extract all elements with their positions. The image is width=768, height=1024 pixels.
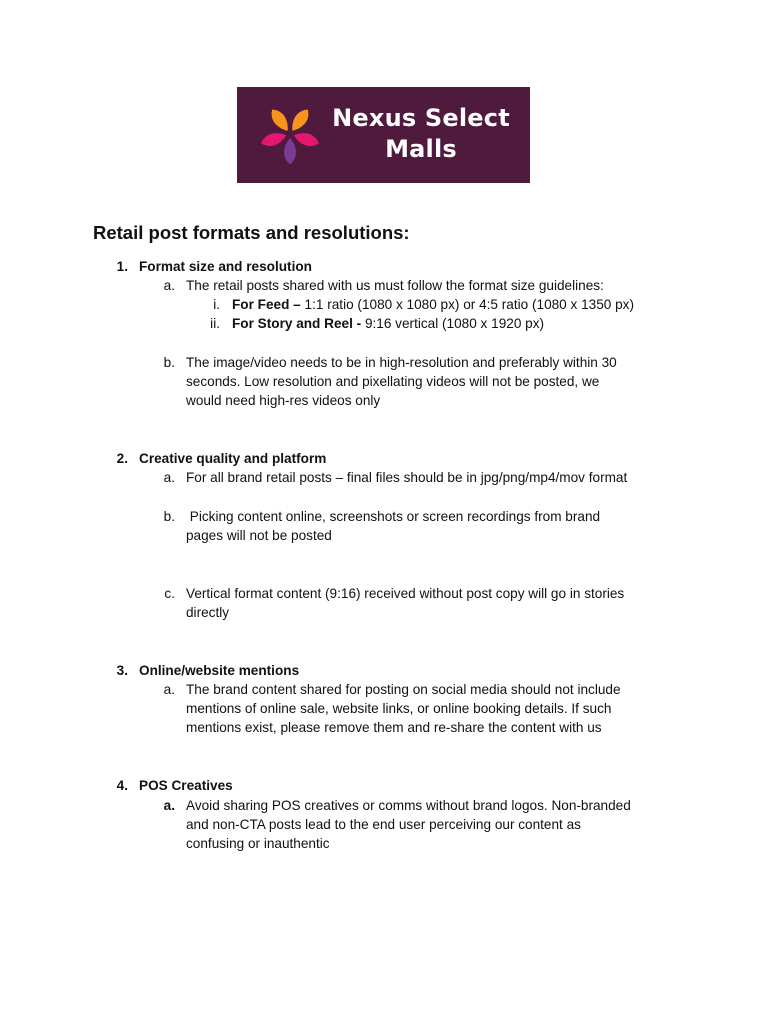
section-4-number: 4.: [116, 778, 128, 793]
brand-name-line-1: Nexus Select: [332, 104, 510, 132]
subitem-ii-text: 9:16 vertical (1080 x 1920 px): [361, 316, 545, 331]
petal-bottom-right-icon: [292, 130, 321, 150]
section-2-item-b-line-2: pages will not be posted: [186, 528, 332, 543]
section-2-item-c-line-1: Vertical format content (9:16) received without post copy will go in stories: [186, 586, 625, 601]
section-3-item-a-line-1: The brand content shared for posting on social media should not include: [186, 682, 621, 697]
section-3-item-a-marker: a.: [163, 682, 175, 697]
section-1-subitem-i: [232, 295, 634, 314]
section-2-item-b-line-1: Picking content online, screenshots or screen recordings from brand: [186, 509, 601, 524]
section-4-item-a-line-3: confusing or inauthentic: [186, 836, 330, 851]
petal-top-right-icon: [267, 106, 292, 134]
section-1-heading: Format size and resolution: [139, 259, 312, 274]
section-4-item-a-line-2: and non-CTA posts lead to the end user perceiving our content as: [186, 817, 581, 832]
section-3-item-a-line-2: mentions of online sale, website links, or online booking details. If such: [186, 701, 612, 716]
page-title: Retail post formats and resolutions:: [93, 222, 410, 243]
section-2-item-a-text: For all brand retail posts – final files should be in jpg/png/mp4/mov format: [186, 470, 628, 485]
section-2-heading: Creative quality and platform: [139, 451, 327, 466]
section-1-subitem-ii: [232, 314, 544, 333]
section-3-heading: Online/website mentions: [139, 663, 300, 678]
section-1-number: 1.: [116, 259, 128, 274]
star-flower-icon: [257, 101, 323, 167]
section-1-item-b-marker: b.: [163, 355, 175, 370]
brand-logo: [237, 87, 530, 183]
subitem-i-text: 1:1 ratio (1080 x 1080 px) or 4:5 ratio (1080 x 1350 px): [300, 297, 634, 312]
section-2-item-b-marker: b.: [163, 509, 175, 524]
section-3-number: 3.: [116, 663, 128, 678]
section-1-item-b-line-3: would need high-res videos only: [186, 393, 381, 408]
brand-name: [321, 103, 521, 165]
section-2-number: 2.: [116, 451, 128, 466]
section-2-item-c-marker: c.: [164, 586, 175, 601]
section-1-item-a-text: The retail posts shared with us must follow the format size guidelines:: [186, 278, 604, 293]
petal-bottom-left-icon: [284, 138, 296, 164]
petal-left-icon: [259, 130, 288, 150]
section-1-item-a-marker: a.: [163, 278, 175, 293]
brand-name-line-2: Malls: [385, 135, 457, 163]
section-2-item-c-line-2: directly: [186, 605, 230, 620]
subitem-i-bold: For Feed –: [232, 297, 301, 312]
section-4-item-a-line-1: Avoid sharing POS creatives or comms without brand logos. Non-branded: [186, 798, 631, 813]
section-1-subitem-ii-marker: ii.: [210, 316, 220, 331]
section-1-item-b-line-2: seconds. Low resolution and pixellating videos will not be posted, we: [186, 374, 600, 389]
section-1-subitem-i-marker: i.: [213, 297, 220, 312]
subitem-ii-bold: For Story and Reel -: [232, 316, 362, 331]
section-3-item-a-line-3: mentions exist, please remove them and re-share the content with us: [186, 720, 602, 735]
section-4-heading: POS Creatives: [139, 778, 233, 793]
section-1-item-b-line-1: The image/video needs to be in high-resolution and preferably within 30: [186, 355, 617, 370]
section-2-item-a-marker: a.: [163, 470, 175, 485]
petal-right-icon: [287, 106, 312, 134]
section-4-item-a-marker: a.: [163, 798, 175, 813]
